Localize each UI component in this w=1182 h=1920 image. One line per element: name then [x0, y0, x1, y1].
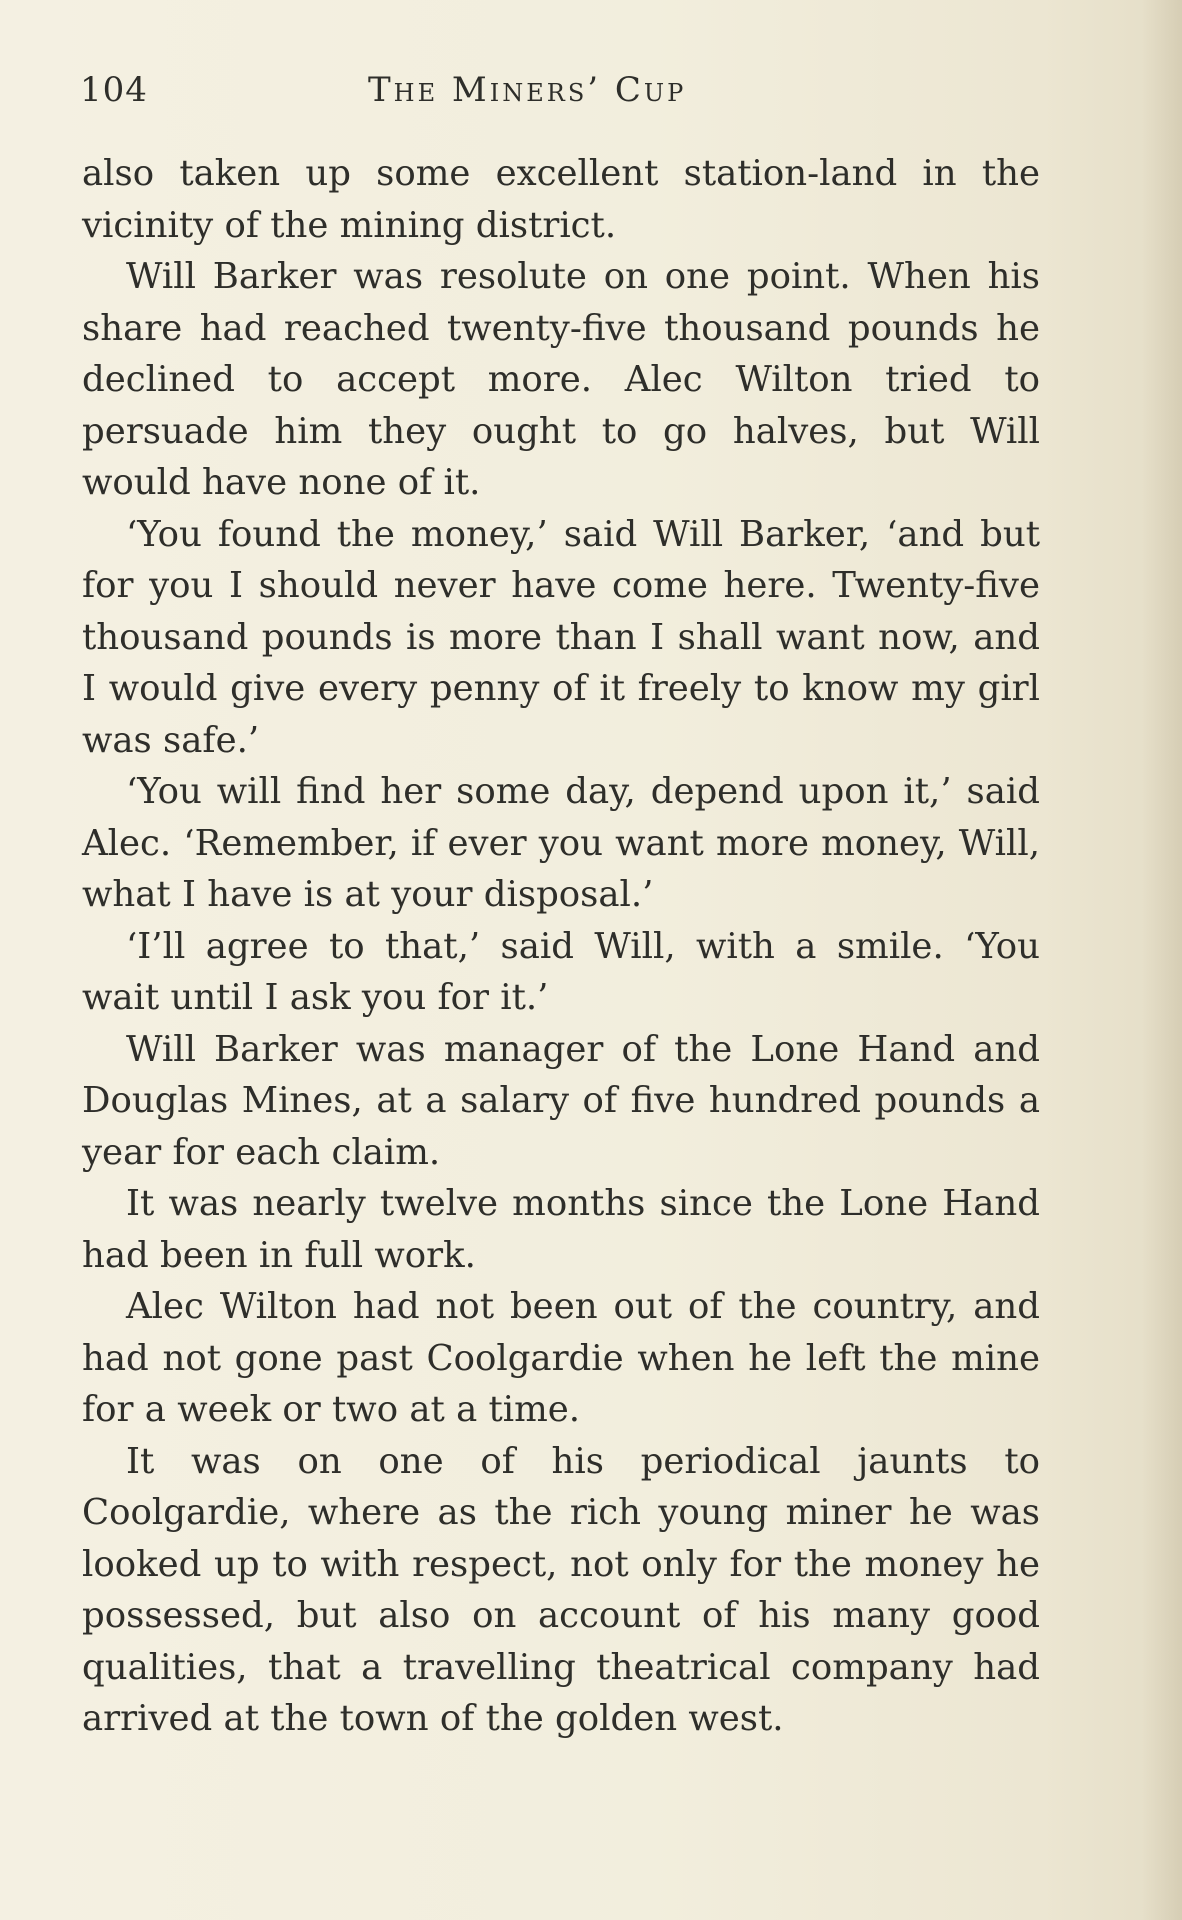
paragraph: ‘You will find her some day, depend upon it,’ said Alec. ‘Remember, if ever you want more money, Will, what I have is at your disposal.’ [82, 771, 1040, 915]
paragraph: It was nearly twelve months since the Lone Hand had been in full work. [82, 1183, 1040, 1276]
page-header [80, 70, 1040, 130]
paragraph: Will Barker was manager of the Lone Hand and Douglas Mines, at a salary of five hundred pounds a year for each claim. [82, 1028, 1040, 1173]
paragraph: also taken up some excellent station-land in the vicinity of the mining district. [82, 153, 1040, 246]
paragraph: ‘I’ll agree to that,’ said Will, with a smile. ‘You wait until I ask you for it.’ [82, 925, 1040, 1018]
paragraph: It was on one of his periodical jaunts to Coolgardie, where as the rich young miner he was looked up to with respect, not only for the money he possessed, but also on account of his many good qualities, that a travelling theatrical company had arrived at the town of the golden west. [82, 1440, 1040, 1739]
paragraph: ‘You found the money,’ said Will Barker, ‘and but for you I should never have come here. Twenty-five thousand pounds is more than I shall want now, and I would give every penny of it freely to know my girl was safe.’ [82, 513, 1040, 761]
page-number: 104 [80, 70, 148, 110]
running-head: The Miners’ Cup [368, 70, 687, 110]
paragraph: Alec Wilton had not been out of the country, and had not gone past Coolgardie when he left the mine for a week or two at a time. [82, 1286, 1040, 1430]
page-edge-shadow [1142, 0, 1182, 1920]
body-text [82, 148, 1040, 1745]
paragraph: Will Barker was resolute on one point. When his share had reached twenty-five thousand pounds he declined to accept more. Alec Wilton tried to persuade him they ought to go halves, but Will would have none of it. [82, 256, 1040, 503]
